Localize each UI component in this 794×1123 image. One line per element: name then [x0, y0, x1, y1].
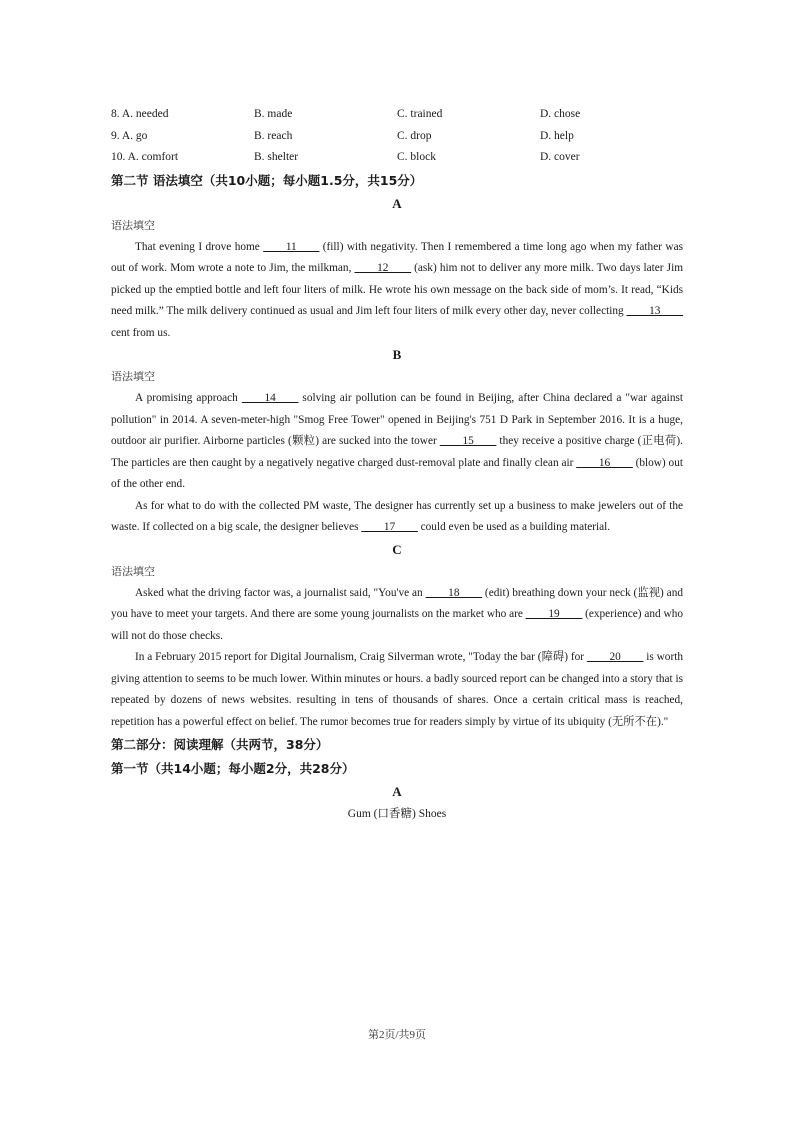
- passage-b-label: 语法填空: [111, 370, 155, 383]
- blank-15[interactable]: ____15____: [439, 435, 497, 447]
- text: Asked what the driving factor was, a journalist said, "You've an: [135, 586, 426, 599]
- options-row-8: [111, 104, 683, 126]
- option-10d: D. cover: [540, 151, 580, 163]
- blank-13[interactable]: ____13____: [626, 305, 683, 317]
- passage-c-letter: C: [392, 541, 402, 557]
- passage-a-letter: A: [392, 195, 402, 211]
- passage-c-paragraph-1: [111, 583, 683, 648]
- text: is worth giving attention to seems to be much lower. Within minutes or hours. a badly sourced report can be changed into a story that is repeated by dozens of news websites. resulting in tens of thousands of shares. Once a certain critical mass is reached, repetition has a powerful effect on belief. The rumor becomes true for readers simply by virtue of its ubiquity (无所不在).": [111, 651, 684, 728]
- text: In a February 2015 report for Digital Journalism, Craig Silverman wrote, "Today the bar (障碍) for: [135, 651, 587, 663]
- section1-heading: 第一节（共14小题；每小题2分，共28分）: [111, 761, 355, 776]
- passage-c-label: 语法填空: [111, 564, 155, 578]
- text: (fill) with negativity. Then I remembered a time long ago when my father was out of work. Mom wrote a note to Jim, the milkman,: [111, 240, 683, 274]
- options-table: [111, 104, 683, 169]
- passage-b-paragraph-1: [111, 388, 683, 496]
- text: (blow) out of the other end.: [111, 456, 683, 490]
- text: (experience) and who will not do those checks.: [111, 608, 683, 642]
- passage-b-paragraph-2: [111, 496, 683, 539]
- option-8a: 8. A. needed: [111, 108, 169, 120]
- reading-a-letter: A: [392, 784, 402, 799]
- text: they receive a positive charge (正电荷). The particles are then caught by a negatively negative charged dust-removal plate and finally clean air: [111, 435, 683, 469]
- option-9b: B. reach: [254, 129, 293, 142]
- option-9a: 9. A. go: [111, 129, 148, 142]
- part2-heading: 第二部分：阅读理解（共两节，38分）: [111, 737, 329, 752]
- option-10c: C. block: [397, 151, 436, 163]
- option-10a: 10. A. comfort: [111, 151, 179, 163]
- section2-heading: 第二节 语法填空（共10小题；每小题1.5分，共15分）: [111, 172, 423, 188]
- passage-b-letter: B: [392, 347, 402, 362]
- blank-18[interactable]: ____18____: [425, 586, 483, 599]
- blank-17[interactable]: ____17____: [361, 521, 418, 533]
- option-8c: C. trained: [397, 108, 443, 120]
- option-9c: C. drop: [397, 129, 432, 142]
- reading-a-title: Gum (口香糖) Shoes: [347, 808, 447, 820]
- blank-14[interactable]: ____14____: [241, 392, 299, 404]
- text: That evening I drove home: [135, 240, 264, 253]
- document-page: [111, 104, 683, 825]
- blank-20[interactable]: ____20____: [586, 651, 644, 663]
- blank-11[interactable]: ____11____: [263, 240, 320, 253]
- blank-16[interactable]: ____16____: [576, 456, 633, 469]
- passage-a-label: 语法填空: [111, 218, 155, 232]
- blank-12[interactable]: ____12____: [354, 262, 412, 274]
- page-number-footer: 第2页/共9页: [367, 1029, 427, 1041]
- text: As for what to do with the collected PM waste, The designer has currently set up a business to make jewelers out of the waste. If collected on a big scale, the designer believes: [111, 499, 683, 533]
- passage-c-paragraph-2: [111, 647, 683, 733]
- text: cent from us.: [111, 326, 171, 339]
- text: solving air pollution can be found in Beijing, after China declared a "war against pollution" in 2014. A seven-meter-high "Smog Free Tower" opened in Beijing's 751 D Park in September 2016. It is a huge, outdoor air purifier. Airborne particles (颗粒) are sucked into the tower: [111, 392, 683, 447]
- options-row-10: [111, 147, 683, 169]
- option-9d: D. help: [540, 129, 574, 142]
- options-row-9: [111, 126, 683, 148]
- text: (edit) breathing down your neck (监视) and you have to meet your targets. And there are some young journalists on the market who are: [111, 586, 683, 620]
- option-8d: D. chose: [540, 108, 581, 120]
- option-8b: B. made: [254, 108, 293, 120]
- text: could even be used as a building material.: [417, 521, 611, 533]
- blank-19[interactable]: ____19____: [525, 608, 583, 620]
- text: A promising approach: [135, 392, 242, 404]
- text: (ask) him not to deliver any more milk. Two days later Jim picked up the emptied bottle and left four liters of milk. He wrote his own message on the back side of mom’s. It read, “Kids need milk.” The milk delivery continued as usual and Jim left four liters of milk every other day, never collecting: [111, 262, 683, 317]
- option-10b: B. shelter: [254, 151, 299, 163]
- passage-a-paragraph: [111, 237, 683, 345]
